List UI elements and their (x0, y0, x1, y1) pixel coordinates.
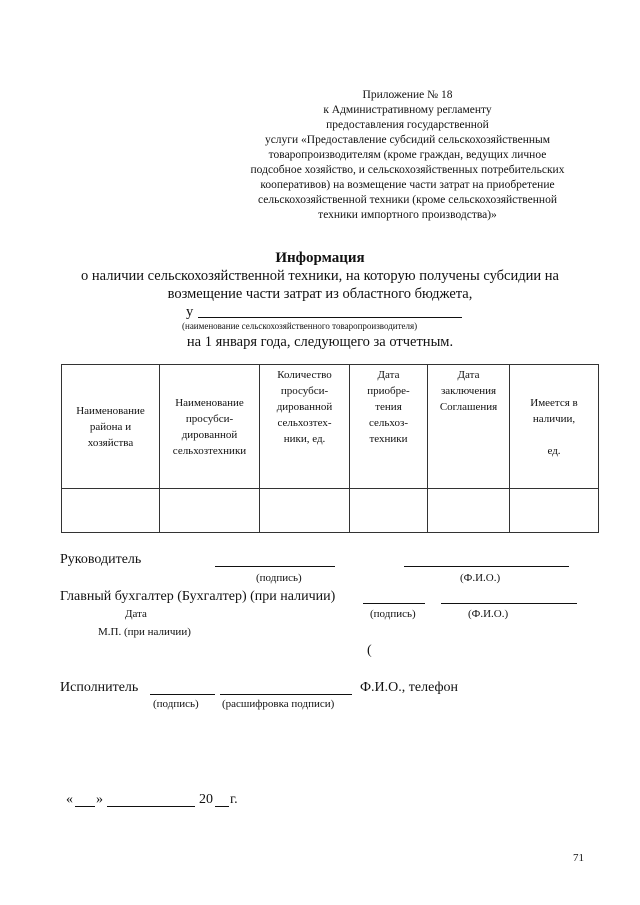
table-cell[interactable] (160, 489, 260, 533)
appendix-line: кооперативов) на возмещение части затрат на приобретение (260, 179, 555, 191)
appendix-header (205, 88, 610, 223)
paren-mark: ( (367, 643, 372, 658)
accountant-signature-field[interactable] (363, 603, 425, 604)
table-cell[interactable] (260, 489, 350, 533)
document-subtitle-line-2: возмещение части затрат из областного бюджета, (167, 286, 473, 302)
table-row (62, 489, 599, 533)
page-number: 71 (573, 852, 584, 864)
appendix-line: услуги «Предоставление субсидий сельскохозяйственным (264, 134, 551, 146)
col-header-district: Наименование района и хозяйства (62, 365, 160, 489)
head-label: Руководитель (60, 552, 142, 567)
col-header-available: Имеется в наличии, ед. (510, 365, 599, 489)
appendix-line: предоставления государственной (326, 119, 489, 131)
table-header-row (62, 365, 599, 489)
appendix-line: подсобное хозяйство, и сельскохозяйственных потребительских (250, 164, 565, 176)
date-label: Дата (125, 608, 147, 620)
appendix-line: к Административному регламенту (323, 104, 492, 116)
col-header-agreement-date: Дата заключения Соглашения (428, 365, 510, 489)
producer-name-field[interactable] (198, 317, 462, 318)
appendix-line: товаропроизводителям (кроме граждан, ведущих личное (268, 149, 547, 161)
accountant-sign-caption: (подпись) (370, 608, 416, 620)
head-fio-caption: (Ф.И.О.) (460, 572, 501, 584)
appendix-line: техники импортного производства)» (318, 209, 497, 221)
year-field[interactable] (215, 806, 229, 807)
year-suffix: г. (230, 792, 238, 807)
date-close-quote: » (96, 792, 103, 807)
day-field[interactable] (75, 806, 95, 807)
date-open-quote: « (66, 792, 73, 807)
month-field[interactable] (107, 806, 195, 807)
head-signature-field[interactable] (215, 566, 335, 567)
table-cell[interactable] (510, 489, 599, 533)
col-header-equipment: Наименование просубси- дированной сельхозтехники (160, 365, 260, 489)
appendix-line: Приложение № 18 (362, 89, 453, 101)
report-date-line: на 1 января года, следующего за отчетным. (186, 334, 454, 350)
table-cell[interactable] (62, 489, 160, 533)
col-header-quantity: Количество просубси- дированной сельхозтех- ники, ед. (260, 365, 350, 489)
executor-decode-caption: (расшифровка подписи) (222, 698, 335, 710)
document-subtitle-line-1: о наличии сельскохозяйственной техники, на которую получены субсидии на (81, 268, 559, 284)
accountant-fio-caption: (Ф.И.О.) (468, 608, 509, 620)
executor-tail: Ф.И.О., телефон (360, 680, 459, 695)
executor-decode-field[interactable] (220, 694, 352, 695)
appendix-line: сельскохозяйственной техники (кроме сельскохозяйственной (257, 194, 557, 206)
document-heading: Информация (275, 250, 365, 266)
executor-label: Исполнитель (60, 680, 139, 695)
accountant-fio-field[interactable] (441, 603, 577, 604)
year-prefix: 20 (199, 792, 213, 807)
col-header-purchase-date: Дата приобре- тения сельхоз- техники (350, 365, 428, 489)
table-cell[interactable] (350, 489, 428, 533)
head-sign-caption: (подпись) (256, 572, 302, 584)
producer-caption: (наименование сельскохозяйственного товаропроизводителя) (182, 321, 418, 331)
executor-signature-field[interactable] (150, 694, 215, 695)
tech-info-table (61, 364, 599, 533)
executor-sign-caption: (подпись) (153, 698, 199, 710)
table-cell[interactable] (428, 489, 510, 533)
seal-label: М.П. (при наличии) (98, 626, 191, 638)
producer-prefix: у (186, 304, 194, 320)
head-fio-field[interactable] (404, 566, 569, 567)
accountant-label: Главный бухгалтер (Бухгалтер) (при наличии) (60, 589, 336, 604)
